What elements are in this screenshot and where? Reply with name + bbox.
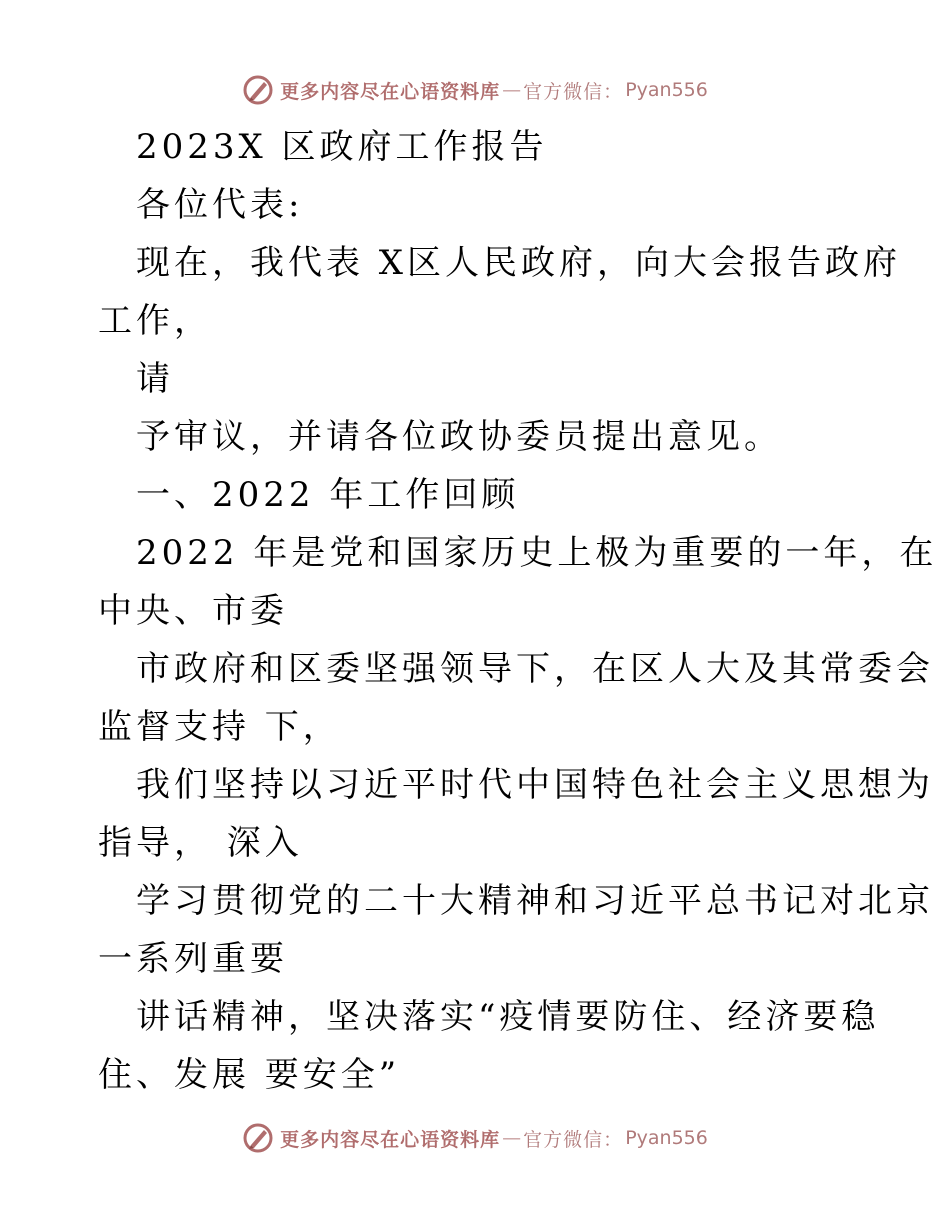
- section-heading: 一、2022 年工作回顾: [136, 475, 520, 515]
- pen-nib-circle-icon: [242, 74, 274, 106]
- watermark-text: 更多内容尽在心语资料库: [280, 80, 501, 103]
- text-line: 学习贯彻党的二十大精神和习近平总书记对北京: [136, 881, 934, 921]
- watermark-text: 更多内容尽在心语资料库: [280, 1128, 501, 1151]
- document-title: 2023X 区政府工作报告: [136, 127, 548, 167]
- watermark-contact: 官方微信：: [523, 1128, 624, 1151]
- text-line: 监督支持 下，: [98, 707, 341, 747]
- watermark-separator: —: [502, 1127, 522, 1149]
- text-line: 2022 年是党和国家历史上极为重要的一年，在: [136, 533, 938, 573]
- text-line: 中央、市委: [98, 591, 288, 631]
- watermark-footer: [0, 1118, 950, 1158]
- text-line: 予审议，并请各位政协委员提出意见。: [136, 417, 782, 457]
- text-line: 一系列重要: [98, 939, 288, 979]
- text-line: 我们坚持以习近平时代中国特色社会主义思想为: [136, 765, 934, 805]
- watermark-id: Pyan556: [625, 79, 708, 101]
- text-line: 现在，我代表 X区人民政府，向大会报告政府: [136, 243, 902, 283]
- document-body: [0, 118, 950, 1104]
- text-line: 指导， 深入: [98, 823, 303, 863]
- watermark-header: [0, 70, 950, 110]
- text-line: 市政府和区委坚强领导下，在区人大及其常委会: [136, 649, 934, 689]
- watermark-separator: —: [502, 79, 522, 101]
- watermark-id: Pyan556: [625, 1127, 708, 1149]
- salutation: 各位代表:: [136, 185, 304, 225]
- text-line: 讲话精神，坚决落实“疫情要防住、经济要稳: [136, 997, 880, 1037]
- text-line: 工作，: [98, 301, 212, 341]
- watermark-contact: 官方微信：: [523, 80, 624, 103]
- text-line: 住、发展 要安全”: [98, 1055, 401, 1095]
- text-line: 请: [136, 359, 174, 399]
- pen-nib-circle-icon: [242, 1122, 274, 1154]
